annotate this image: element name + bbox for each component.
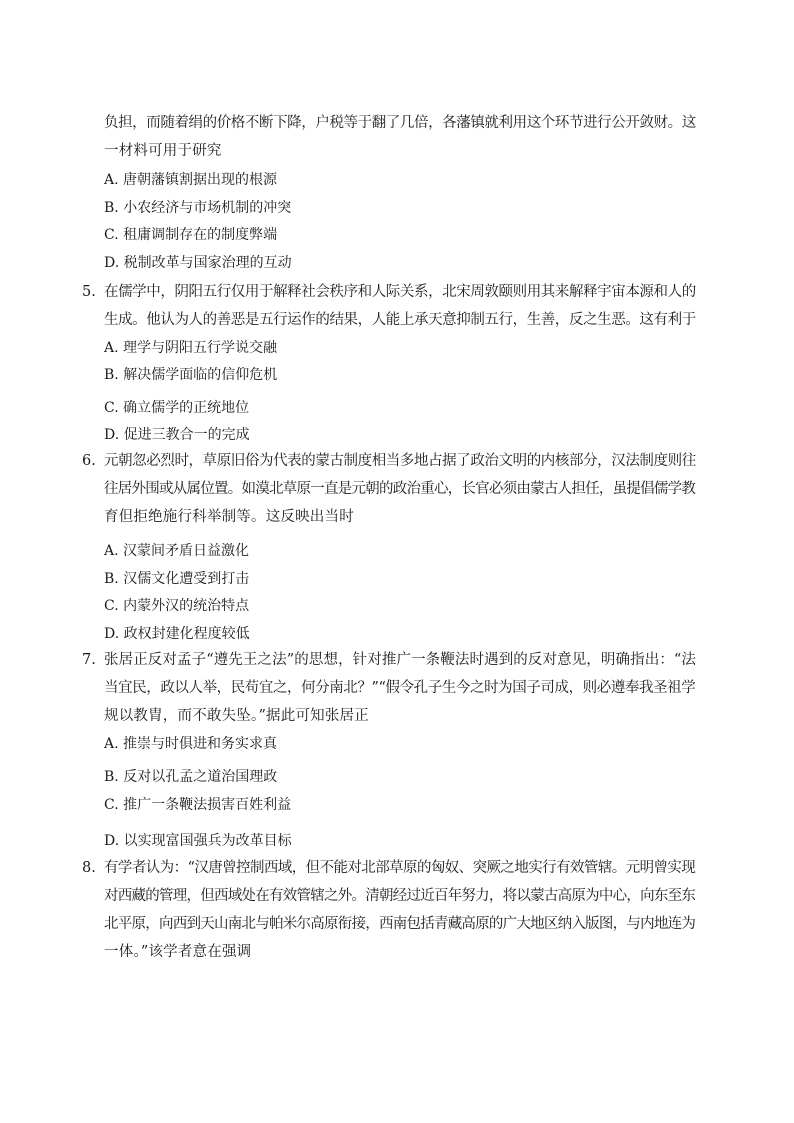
q5-stem-line-2: 生成。他认为人的善恶是五行运作的结果，人能上承天意抑制五行，生善，反之生恶。这有利于 (104, 312, 696, 328)
q8-stem-line-2: 对西藏的管理，但西域处在有效管辖之外。清朝经过近百年努力，将以蒙古高原为中心，向东至东 (104, 888, 696, 904)
q7-number: 7. (82, 652, 96, 668)
q6-number: 6. (82, 453, 96, 469)
q7-stem-line-3: 规以教胄，而不敢失坠。”据此可知张居正 (104, 708, 369, 724)
q7-option-b[interactable]: B. 反对以孔孟之道治国理政 (104, 769, 278, 785)
q5-stem-line-1: 在儒学中，阴阳五行仅用于解释社会秩序和人际关系，北宋周敦颐则用其来解释宇宙本源和人的 (104, 284, 696, 300)
q7-stem-line-1: 张居正反对孟子“遵先王之法”的思想，针对推广一条鞭法时遇到的反对意见，明确指出：“法 (104, 652, 697, 668)
q7-option-d[interactable]: D. 以实现富国强兵为改革目标 (104, 833, 292, 849)
q6-option-d[interactable]: D. 政权封建化程度较低 (104, 626, 250, 642)
q6-stem-line-3: 育但拒绝施行科举制等。这反映出当时 (104, 509, 354, 525)
q6-stem-line-2: 往居外围或从属位置。如漠北草原一直是元朝的政治重心，长官必须由蒙古人担任，虽提倡儒学教 (104, 481, 696, 497)
q4-stem-line-1: 负担，而随着绢的价格不断下降，户税等于翻了几倍，各藩镇就利用这个环节进行公开敛财。这 (104, 115, 696, 131)
q4-option-b[interactable]: B. 小农经济与市场机制的冲突 (104, 200, 292, 216)
q4-option-a[interactable]: A. 唐朝藩镇割据出现的根源 (104, 172, 278, 188)
q8-stem-line-4: 一体。”该学者意在强调 (104, 944, 252, 960)
q5-option-b[interactable]: B. 解决儒学面临的信仰危机 (104, 367, 278, 383)
q8-number: 8. (82, 860, 96, 876)
q4-option-c[interactable]: C. 租庸调制存在的制度弊端 (104, 227, 278, 243)
q6-stem-line-1: 元朝忽必烈时，草原旧俗为代表的蒙古制度相当多地占据了政治文明的内核部分，汉法制度则往 (104, 453, 696, 469)
q5-option-d[interactable]: D. 促进三教合一的完成 (104, 427, 250, 443)
q4-option-d[interactable]: D. 税制改革与国家治理的互动 (104, 255, 292, 271)
q8-stem-line-1: 有学者认为：“汉唐曾控制西域，但不能对北部草原的匈奴、突厥之地实行有效管辖。元明曾实现 (104, 860, 696, 876)
q5-option-c[interactable]: C. 确立儒学的正统地位 (104, 400, 250, 416)
q6-option-a[interactable]: A. 汉蒙间矛盾日益激化 (104, 543, 250, 559)
q7-option-a[interactable]: A. 推崇与时俱进和务实求真 (104, 736, 278, 752)
q4-stem-line-2: 一材料可用于研究 (104, 143, 222, 159)
q5-number: 5. (82, 284, 96, 300)
q6-option-b[interactable]: B. 汉儒文化遭受到打击 (104, 571, 250, 587)
q7-stem-line-2: 当宜民，政以人举，民苟宜之，何分南北？”“假令孔子生今之时为国子司成，则必遵奉我圣祖学 (104, 680, 696, 696)
q5-option-a[interactable]: A. 理学与阴阳五行学说交融 (104, 340, 278, 356)
q6-option-c[interactable]: C. 内蒙外汉的统治特点 (104, 598, 250, 614)
q8-stem-line-3: 北平原，向西到天山南北与帕米尔高原衔接，西南包括青藏高原的广大地区纳入版图，与内地连为 (104, 916, 696, 932)
q7-option-c[interactable]: C. 推广一条鞭法损害百姓利益 (104, 797, 292, 813)
